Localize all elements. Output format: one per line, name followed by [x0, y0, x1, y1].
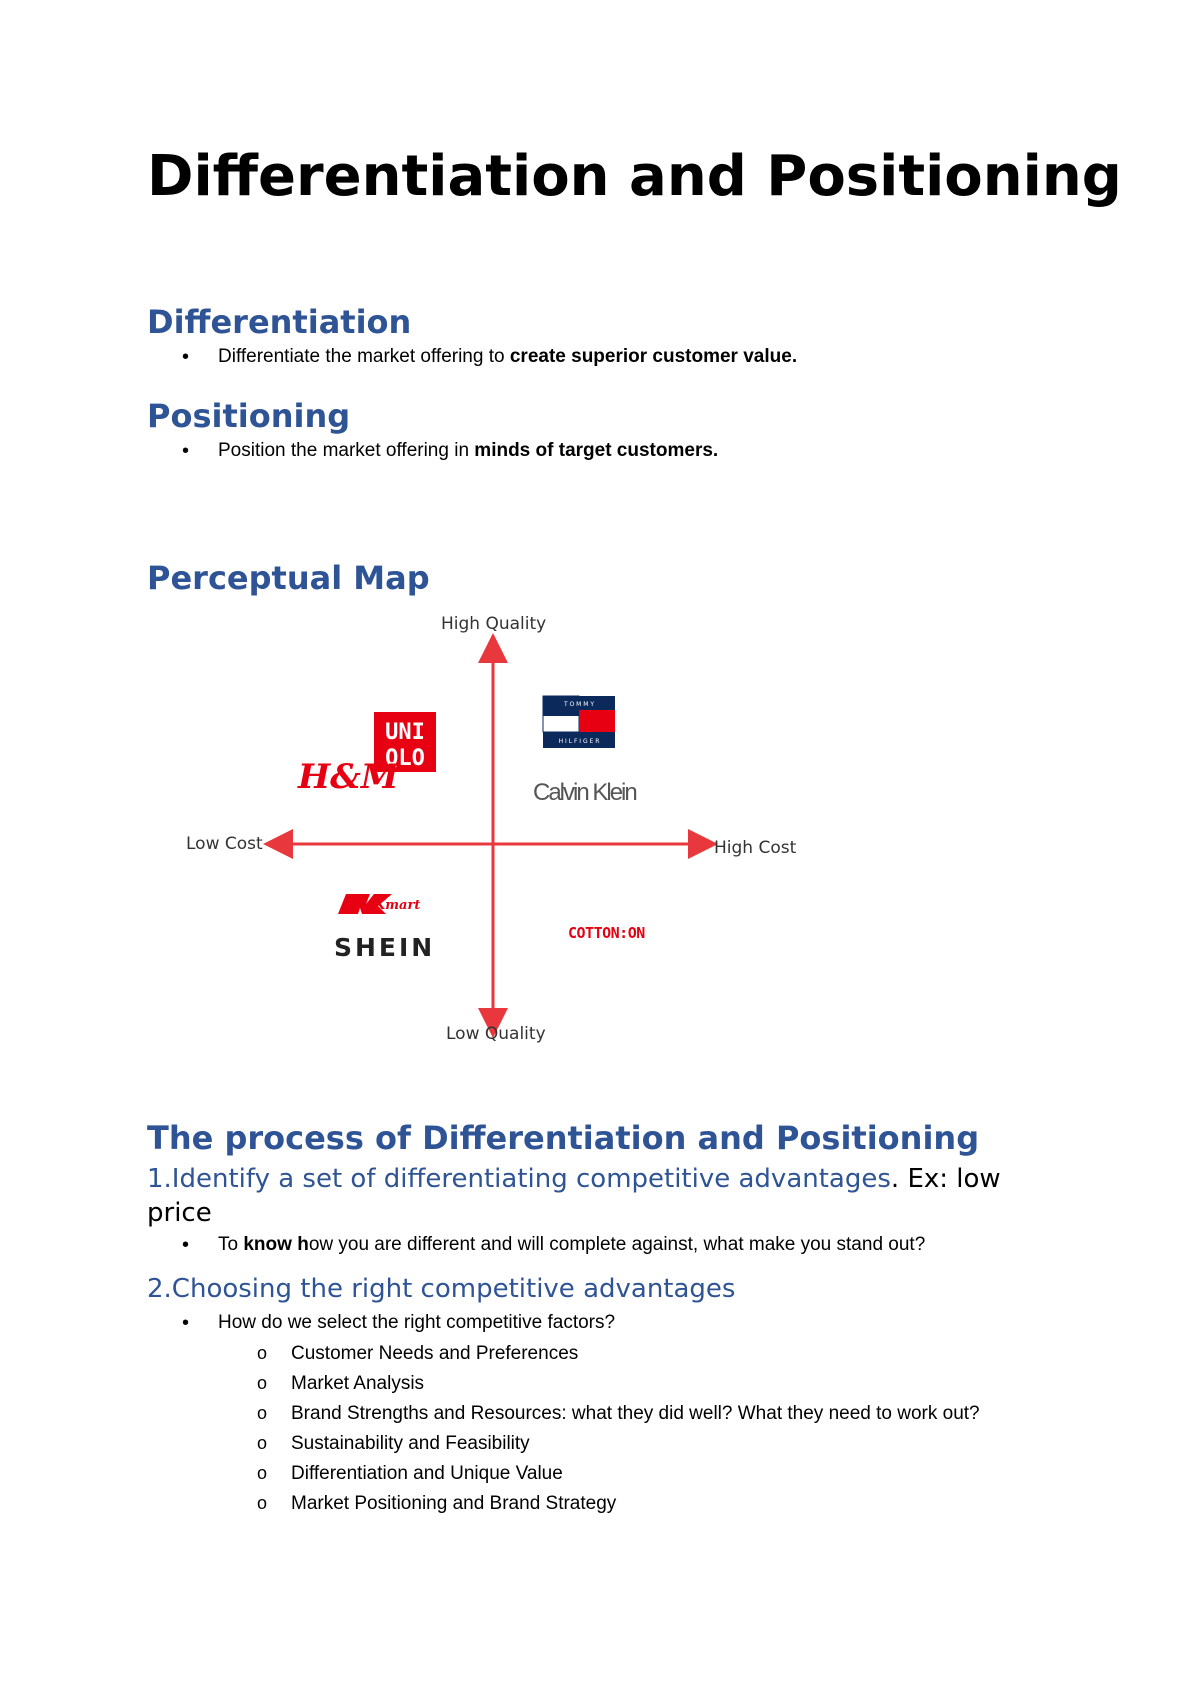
sub-item: o Market Analysis [291, 1371, 424, 1397]
bullet-positioning [218, 438, 718, 464]
axis-label-high-quality: High Quality [441, 614, 547, 634]
bullet-step1 [218, 1232, 925, 1258]
bullet-differentiation [218, 344, 797, 370]
sub-item: o Differentiation and Unique Value [291, 1461, 563, 1487]
hm-logo: H&M [298, 757, 399, 797]
heading-step2: 2.Choosing the right competitive advantages [147, 1274, 736, 1304]
step1-heading-tail: . Ex: low price [147, 1164, 1001, 1228]
bullet-text: To [218, 1234, 244, 1255]
axis-label-low-quality: Low Quality [446, 1024, 546, 1044]
cotton-on-logo: COTTON:ON [568, 924, 645, 942]
bullet-text-rest: ow you are different and will complete against, what make you stand out? [308, 1234, 926, 1255]
heading-differentiation: Differentiation [147, 303, 412, 341]
uniqlo-logo-line1: UNI [385, 720, 425, 745]
sub-item: o Brand Strengths and Resources: what they did well? What they need to work out? [291, 1401, 980, 1427]
heading-step1 [147, 1162, 1027, 1230]
sub-item: o Sustainability and Feasibility [291, 1431, 530, 1457]
tommy-logo-top: T O M M Y [563, 701, 595, 708]
tommy-logo-bottom: H I L F I G E R [558, 738, 600, 745]
kmart-logo-text: Kmart [374, 898, 421, 913]
tommy-hilfiger-logo [543, 696, 615, 748]
bullet-text: Position the market offering in [218, 440, 475, 461]
axis-label-high-cost: High Cost [714, 838, 797, 858]
bullet-bold-text: create superior customer value. [509, 346, 798, 367]
kmart-logo [338, 894, 420, 914]
heading-perceptual-map: Perceptual Map [147, 559, 430, 597]
axis-label-low-cost: Low Cost [186, 834, 263, 854]
bullet-text: Differentiate the market offering to [218, 346, 510, 367]
step1-heading-text: 1.Identify a set of differentiating competitive advantages [147, 1164, 891, 1194]
heading-positioning: Positioning [147, 397, 351, 435]
bullet-bold-text: know h [243, 1234, 309, 1255]
uniqlo-logo-line2: QLO [385, 746, 425, 771]
calvin-klein-logo: Calvin Klein [533, 779, 636, 806]
perceptual-map-graphic [170, 608, 810, 1058]
bullet-step2: • How do we select the right competitive factors? [218, 1310, 615, 1336]
bullet-bold-text: minds of target customers. [474, 440, 719, 461]
document-title: Differentiation and Positioning [147, 144, 1122, 209]
sub-item: o Market Positioning and Brand Strategy [291, 1491, 616, 1517]
heading-process: The process of Differentiation and Positioning [147, 1119, 980, 1157]
sub-item: o Customer Needs and Preferences [291, 1341, 578, 1367]
shein-logo: SHEIN [334, 933, 436, 962]
perceptual-map [170, 608, 810, 1058]
